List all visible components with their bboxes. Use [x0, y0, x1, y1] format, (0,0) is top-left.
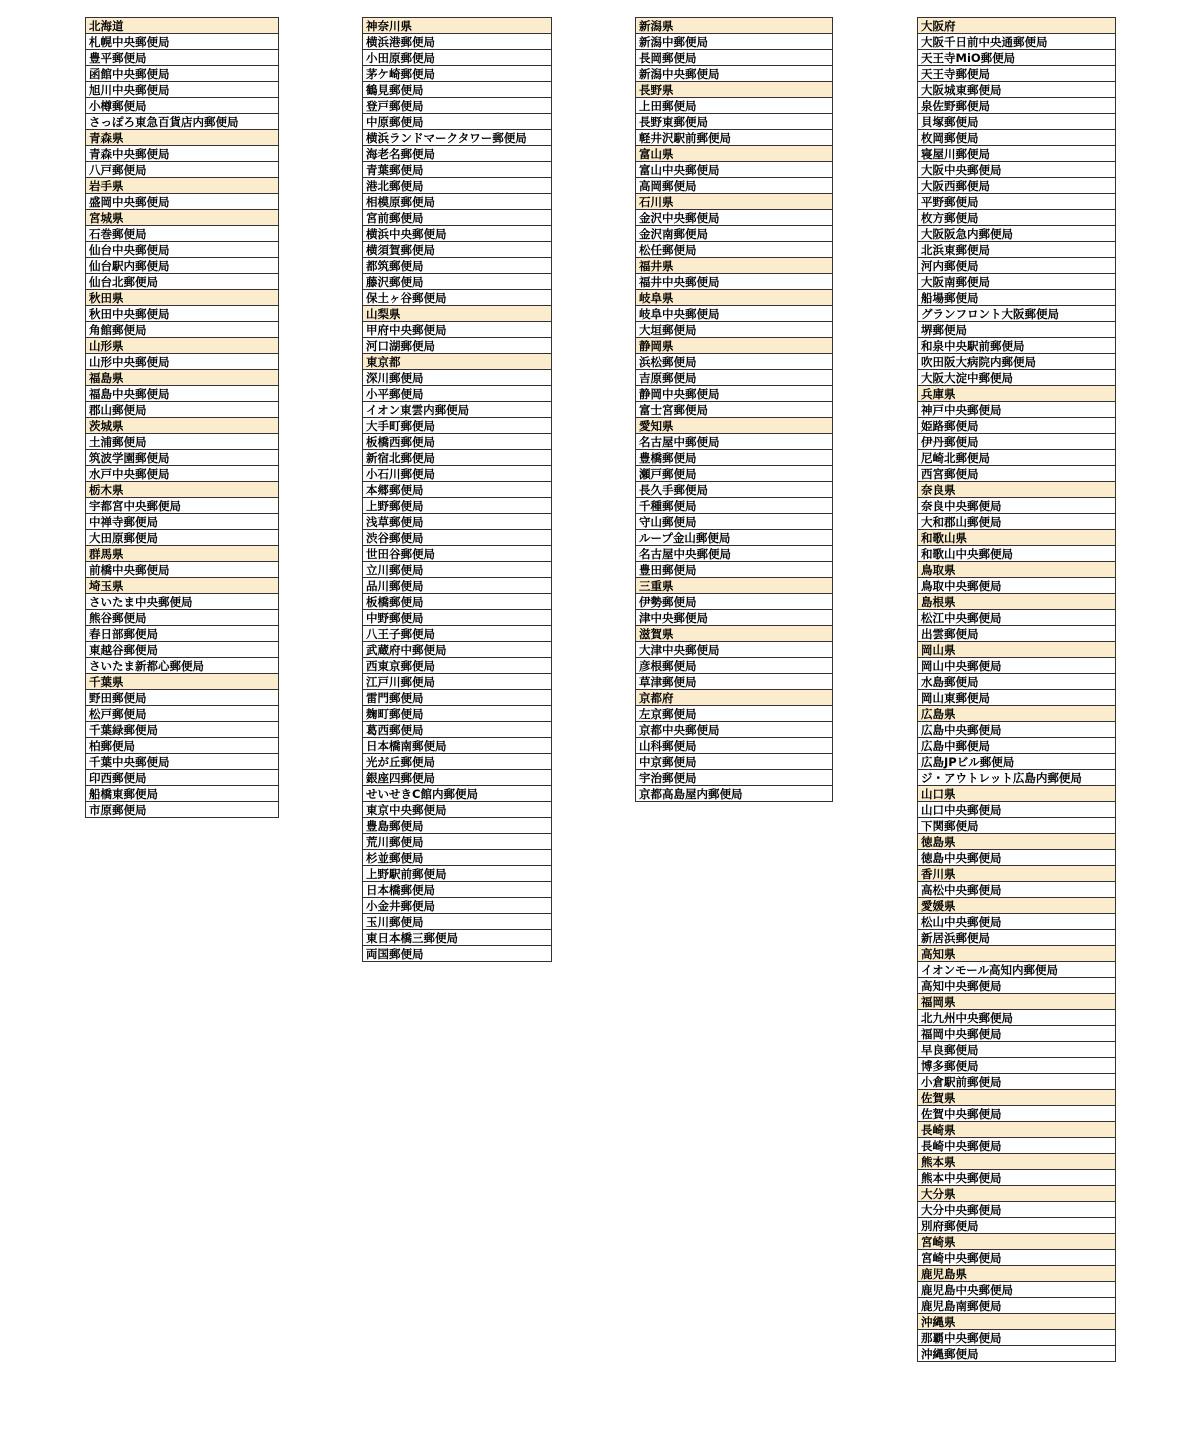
prefecture-header: 東京都: [363, 354, 551, 370]
prefecture-header: 兵庫県: [918, 386, 1115, 402]
post-office-row: 世田谷郵便局: [363, 546, 551, 562]
post-office-row: 尼崎北郵便局: [918, 450, 1115, 466]
post-office-row: 大阪阪急内郵便局: [918, 226, 1115, 242]
post-office-row: ループ金山郵便局: [636, 530, 832, 546]
prefecture-header: 青森県: [86, 130, 278, 146]
prefecture-header: 岩手県: [86, 178, 278, 194]
post-office-row: 仙台中央郵便局: [86, 242, 278, 258]
prefecture-header: 滋賀県: [636, 626, 832, 642]
post-office-row: 新居浜郵便局: [918, 930, 1115, 946]
post-office-row: 佐賀中央郵便局: [918, 1106, 1115, 1122]
prefecture-header: 群馬県: [86, 546, 278, 562]
post-office-row: 沖縄郵便局: [918, 1346, 1115, 1362]
post-office-row: 筑波学園郵便局: [86, 450, 278, 466]
post-office-row: 立川郵便局: [363, 562, 551, 578]
post-office-row: 北浜東郵便局: [918, 242, 1115, 258]
post-office-row: 中京郵便局: [636, 754, 832, 770]
post-office-row: 岐阜中央郵便局: [636, 306, 832, 322]
post-office-row: 宇治郵便局: [636, 770, 832, 786]
post-office-row: 野田郵便局: [86, 690, 278, 706]
post-office-row: 葛西郵便局: [363, 722, 551, 738]
post-office-row: 浅草郵便局: [363, 514, 551, 530]
post-office-row: 出雲郵便局: [918, 626, 1115, 642]
post-office-row: 左京郵便局: [636, 706, 832, 722]
post-office-row: 小樽郵便局: [86, 98, 278, 114]
post-office-row: 河内郵便局: [918, 258, 1115, 274]
post-office-row: 青森中央郵便局: [86, 146, 278, 162]
post-office-row: 大田原郵便局: [86, 530, 278, 546]
post-office-row: 新宿北郵便局: [363, 450, 551, 466]
post-office-row: 江戸川郵便局: [363, 674, 551, 690]
post-office-row: 大分中央郵便局: [918, 1202, 1115, 1218]
post-office-row: 西宮郵便局: [918, 466, 1115, 482]
post-office-row: 広島中郵便局: [918, 738, 1115, 754]
post-office-row: 水島郵便局: [918, 674, 1115, 690]
prefecture-header: 神奈川県: [363, 18, 551, 34]
post-office-row: 横浜ランドマークタワー郵便局: [363, 130, 551, 146]
post-office-row: 那覇中央郵便局: [918, 1330, 1115, 1346]
post-office-row: 鶴見郵便局: [363, 82, 551, 98]
post-office-row: 熊本中央郵便局: [918, 1170, 1115, 1186]
post-office-row: 吉原郵便局: [636, 370, 832, 386]
post-office-row: 大津中央郵便局: [636, 642, 832, 658]
post-office-row: 茅ケ崎郵便局: [363, 66, 551, 82]
post-office-row: 富山中央郵便局: [636, 162, 832, 178]
post-office-row: 日本橋南郵便局: [363, 738, 551, 754]
post-office-row: 銀座四郵便局: [363, 770, 551, 786]
post-office-row: 山口中央郵便局: [918, 802, 1115, 818]
post-office-list-column-3: [635, 17, 833, 802]
post-office-row: 大阪大淀中郵便局: [918, 370, 1115, 386]
post-office-row: 小平郵便局: [363, 386, 551, 402]
post-office-row: 軽井沢駅前郵便局: [636, 130, 832, 146]
post-office-row: グランフロント大阪郵便局: [918, 306, 1115, 322]
post-office-row: イオンモール高知内郵便局: [918, 962, 1115, 978]
post-office-row: 和歌山中央郵便局: [918, 546, 1115, 562]
post-office-row: 品川郵便局: [363, 578, 551, 594]
post-office-row: 船橋東郵便局: [86, 786, 278, 802]
post-office-row: 山科郵便局: [636, 738, 832, 754]
prefecture-header: 長崎県: [918, 1122, 1115, 1138]
prefecture-header: 茨城県: [86, 418, 278, 434]
post-office-row: 大阪南郵便局: [918, 274, 1115, 290]
post-office-row: 小石川郵便局: [363, 466, 551, 482]
post-office-row: 静岡中央郵便局: [636, 386, 832, 402]
post-office-row: 西東京郵便局: [363, 658, 551, 674]
post-office-row: 登戸郵便局: [363, 98, 551, 114]
post-office-row: 玉川郵便局: [363, 914, 551, 930]
post-office-row: 横浜港郵便局: [363, 34, 551, 50]
post-office-row: 名古屋中央郵便局: [636, 546, 832, 562]
post-office-row: 金沢中央郵便局: [636, 210, 832, 226]
post-office-row: 大阪千日前中央通郵便局: [918, 34, 1115, 50]
post-office-row: 旭川中央郵便局: [86, 82, 278, 98]
post-office-row: 山形中央郵便局: [86, 354, 278, 370]
post-office-row: 別府郵便局: [918, 1218, 1115, 1234]
post-office-row: 中禅寺郵便局: [86, 514, 278, 530]
post-office-row: 小金井郵便局: [363, 898, 551, 914]
post-office-row: 石巻郵便局: [86, 226, 278, 242]
post-office-row: 本郷郵便局: [363, 482, 551, 498]
prefecture-header: 広島県: [918, 706, 1115, 722]
post-office-row: 豊田郵便局: [636, 562, 832, 578]
prefecture-header: 山形県: [86, 338, 278, 354]
prefecture-header: 岡山県: [918, 642, 1115, 658]
prefecture-header: 香川県: [918, 866, 1115, 882]
post-office-row: 市原郵便局: [86, 802, 278, 818]
post-office-row: 千葉中央郵便局: [86, 754, 278, 770]
post-office-row: 小倉駅前郵便局: [918, 1074, 1115, 1090]
post-office-row: 広島中央郵便局: [918, 722, 1115, 738]
post-office-row: 鹿児島中央郵便局: [918, 1282, 1115, 1298]
post-office-row: 土浦郵便局: [86, 434, 278, 450]
post-office-row: 新潟中郵便局: [636, 34, 832, 50]
post-office-row: 豊橋郵便局: [636, 450, 832, 466]
post-office-row: 京都高島屋内郵便局: [636, 786, 832, 802]
post-office-row: 豊島郵便局: [363, 818, 551, 834]
post-office-row: 奈良中央郵便局: [918, 498, 1115, 514]
post-office-row: 渋谷郵便局: [363, 530, 551, 546]
post-office-row: 板橋郵便局: [363, 594, 551, 610]
prefecture-header: 秋田県: [86, 290, 278, 306]
prefecture-header: 山口県: [918, 786, 1115, 802]
prefecture-header: 長野県: [636, 82, 832, 98]
post-office-row: 藤沢郵便局: [363, 274, 551, 290]
prefecture-header: 宮崎県: [918, 1234, 1115, 1250]
post-office-row: 枚岡郵便局: [918, 130, 1115, 146]
post-office-row: 長久手郵便局: [636, 482, 832, 498]
post-office-row: 印西郵便局: [86, 770, 278, 786]
post-office-row: イオン東雲内郵便局: [363, 402, 551, 418]
post-office-row: 草津郵便局: [636, 674, 832, 690]
post-office-row: 秋田中央郵便局: [86, 306, 278, 322]
post-office-row: 盛岡中央郵便局: [86, 194, 278, 210]
post-office-row: 青葉郵便局: [363, 162, 551, 178]
post-office-row: 海老名郵便局: [363, 146, 551, 162]
post-office-row: 堺郵便局: [918, 322, 1115, 338]
post-office-row: 平野郵便局: [918, 194, 1115, 210]
post-office-row: 仙台駅内郵便局: [86, 258, 278, 274]
prefecture-header: 富山県: [636, 146, 832, 162]
post-office-row: 柏郵便局: [86, 738, 278, 754]
post-office-row: 杉並郵便局: [363, 850, 551, 866]
post-office-list-column-2: [362, 17, 552, 962]
prefecture-header: 高知県: [918, 946, 1115, 962]
prefecture-header: 福岡県: [918, 994, 1115, 1010]
post-office-row: 瀬戸郵便局: [636, 466, 832, 482]
prefecture-header: 静岡県: [636, 338, 832, 354]
post-office-row: ジ・アウトレット広島内郵便局: [918, 770, 1115, 786]
post-office-row: 貝塚郵便局: [918, 114, 1115, 130]
post-office-row: 上田郵便局: [636, 98, 832, 114]
prefecture-header: 京都府: [636, 690, 832, 706]
post-office-row: 河口湖郵便局: [363, 338, 551, 354]
post-office-row: 高知中央郵便局: [918, 978, 1115, 994]
post-office-row: 松戸郵便局: [86, 706, 278, 722]
post-office-row: 都筑郵便局: [363, 258, 551, 274]
post-office-row: 東日本橋三郵便局: [363, 930, 551, 946]
post-office-row: 郡山郵便局: [86, 402, 278, 418]
post-office-row: 大和郡山郵便局: [918, 514, 1115, 530]
post-office-row: 守山郵便局: [636, 514, 832, 530]
prefecture-header: 熊本県: [918, 1154, 1115, 1170]
post-office-row: 日本橋郵便局: [363, 882, 551, 898]
prefecture-header: 愛媛県: [918, 898, 1115, 914]
post-office-row: 角館郵便局: [86, 322, 278, 338]
post-office-row: 港北郵便局: [363, 178, 551, 194]
post-office-row: 小田原郵便局: [363, 50, 551, 66]
post-office-row: 福岡中央郵便局: [918, 1026, 1115, 1042]
post-office-row: 浜松郵便局: [636, 354, 832, 370]
post-office-row: 松江中央郵便局: [918, 610, 1115, 626]
post-office-row: 鳥取中央郵便局: [918, 578, 1115, 594]
post-office-row: 武蔵府中郵便局: [363, 642, 551, 658]
post-office-row: 東越谷郵便局: [86, 642, 278, 658]
post-office-list-column-4: [917, 17, 1116, 1362]
post-office-row: 千種郵便局: [636, 498, 832, 514]
post-office-row: 深川郵便局: [363, 370, 551, 386]
post-office-row: 宇都宮中央郵便局: [86, 498, 278, 514]
post-office-row: 八王子郵便局: [363, 626, 551, 642]
post-office-row: 大阪西郵便局: [918, 178, 1115, 194]
prefecture-header: 沖縄県: [918, 1314, 1115, 1330]
post-office-row: 上野郵便局: [363, 498, 551, 514]
post-office-list-column-1: [85, 17, 279, 818]
prefecture-header: 佐賀県: [918, 1090, 1115, 1106]
post-office-row: 伊勢郵便局: [636, 594, 832, 610]
post-office-row: 横浜中央郵便局: [363, 226, 551, 242]
post-office-row: 大垣郵便局: [636, 322, 832, 338]
prefecture-header: 岐阜県: [636, 290, 832, 306]
prefecture-header: 福井県: [636, 258, 832, 274]
prefecture-header: 北海道: [86, 18, 278, 34]
post-office-row: 両国郵便局: [363, 946, 551, 962]
post-office-row: 雷門郵便局: [363, 690, 551, 706]
post-office-row: 甲府中央郵便局: [363, 322, 551, 338]
post-office-row: 岡山東郵便局: [918, 690, 1115, 706]
post-office-row: 天王寺MiO郵便局: [918, 50, 1115, 66]
post-office-row: 吹田阪大病院内郵便局: [918, 354, 1115, 370]
post-office-row: 大阪中央郵便局: [918, 162, 1115, 178]
post-office-row: 北九州中央郵便局: [918, 1010, 1115, 1026]
post-office-row: 前橋中央郵便局: [86, 562, 278, 578]
prefecture-header: 鳥取県: [918, 562, 1115, 578]
post-office-row: 大手町郵便局: [363, 418, 551, 434]
prefecture-header: 愛知県: [636, 418, 832, 434]
prefecture-header: 島根県: [918, 594, 1115, 610]
post-office-row: 函館中央郵便局: [86, 66, 278, 82]
post-office-row: 春日部郵便局: [86, 626, 278, 642]
post-office-row: 保土ヶ谷郵便局: [363, 290, 551, 306]
prefecture-header: 鹿児島県: [918, 1266, 1115, 1282]
post-office-row: 千葉緑郵便局: [86, 722, 278, 738]
post-office-row: 麹町郵便局: [363, 706, 551, 722]
post-office-row: 板橋西郵便局: [363, 434, 551, 450]
post-office-row: 寝屋川郵便局: [918, 146, 1115, 162]
post-office-row: 札幌中央郵便局: [86, 34, 278, 50]
post-office-row: 相模原郵便局: [363, 194, 551, 210]
post-office-row: 松山中央郵便局: [918, 914, 1115, 930]
post-office-row: 早良郵便局: [918, 1042, 1115, 1058]
post-office-row: 中原郵便局: [363, 114, 551, 130]
post-office-row: 福島中央郵便局: [86, 386, 278, 402]
post-office-row: 下関郵便局: [918, 818, 1115, 834]
post-office-row: 彦根郵便局: [636, 658, 832, 674]
post-office-row: 宮崎中央郵便局: [918, 1250, 1115, 1266]
post-office-row: 熊谷郵便局: [86, 610, 278, 626]
post-office-row: 伊丹郵便局: [918, 434, 1115, 450]
post-office-row: 東京中央郵便局: [363, 802, 551, 818]
prefecture-header: 徳島県: [918, 834, 1115, 850]
prefecture-header: 栃木県: [86, 482, 278, 498]
prefecture-header: 和歌山県: [918, 530, 1115, 546]
post-office-row: 光が丘郵便局: [363, 754, 551, 770]
post-office-row: 岡山中央郵便局: [918, 658, 1115, 674]
prefecture-header: 奈良県: [918, 482, 1115, 498]
post-office-row: 松任郵便局: [636, 242, 832, 258]
post-office-row: 長野東郵便局: [636, 114, 832, 130]
post-office-row: 和泉中央駅前郵便局: [918, 338, 1115, 354]
post-office-row: 八戸郵便局: [86, 162, 278, 178]
post-office-row: 船場郵便局: [918, 290, 1115, 306]
post-office-row: 横須賀郵便局: [363, 242, 551, 258]
prefecture-header: 大分県: [918, 1186, 1115, 1202]
prefecture-header: 山梨県: [363, 306, 551, 322]
post-office-row: 水戸中央郵便局: [86, 466, 278, 482]
post-office-row: 鹿児島南郵便局: [918, 1298, 1115, 1314]
prefecture-header: 埼玉県: [86, 578, 278, 594]
post-office-row: 福井中央郵便局: [636, 274, 832, 290]
prefecture-header: 大阪府: [918, 18, 1115, 34]
post-office-row: 博多郵便局: [918, 1058, 1115, 1074]
post-office-row: 豊平郵便局: [86, 50, 278, 66]
post-office-row: 新潟中央郵便局: [636, 66, 832, 82]
prefecture-header: 新潟県: [636, 18, 832, 34]
post-office-row: 富士宮郵便局: [636, 402, 832, 418]
post-office-row: さいたま中央郵便局: [86, 594, 278, 610]
prefecture-header: 千葉県: [86, 674, 278, 690]
post-office-row: さっぽろ東急百貨店内郵便局: [86, 114, 278, 130]
post-office-row: 泉佐野郵便局: [918, 98, 1115, 114]
post-office-row: 天王寺郵便局: [918, 66, 1115, 82]
post-office-row: 広島JPビル郵便局: [918, 754, 1115, 770]
prefecture-header: 福島県: [86, 370, 278, 386]
post-office-row: 姫路郵便局: [918, 418, 1115, 434]
post-office-row: 長崎中央郵便局: [918, 1138, 1115, 1154]
prefecture-header: 宮城県: [86, 210, 278, 226]
prefecture-header: 石川県: [636, 194, 832, 210]
post-office-row: 徳島中央郵便局: [918, 850, 1115, 866]
post-office-row: さいたま新都心郵便局: [86, 658, 278, 674]
post-office-row: 宮前郵便局: [363, 210, 551, 226]
post-office-row: 高岡郵便局: [636, 178, 832, 194]
post-office-row: 大阪城東郵便局: [918, 82, 1115, 98]
post-office-row: 名古屋中郵便局: [636, 434, 832, 450]
post-office-row: 高松中央郵便局: [918, 882, 1115, 898]
post-office-row: 津中央郵便局: [636, 610, 832, 626]
post-office-row: 仙台北郵便局: [86, 274, 278, 290]
prefecture-header: 三重県: [636, 578, 832, 594]
post-office-row: 長岡郵便局: [636, 50, 832, 66]
post-office-row: 神戸中央郵便局: [918, 402, 1115, 418]
post-office-row: 上野駅前郵便局: [363, 866, 551, 882]
post-office-row: せいせきC館内郵便局: [363, 786, 551, 802]
post-office-row: 荒川郵便局: [363, 834, 551, 850]
post-office-row: 金沢南郵便局: [636, 226, 832, 242]
post-office-row: 枚方郵便局: [918, 210, 1115, 226]
post-office-row: 京都中央郵便局: [636, 722, 832, 738]
post-office-row: 中野郵便局: [363, 610, 551, 626]
